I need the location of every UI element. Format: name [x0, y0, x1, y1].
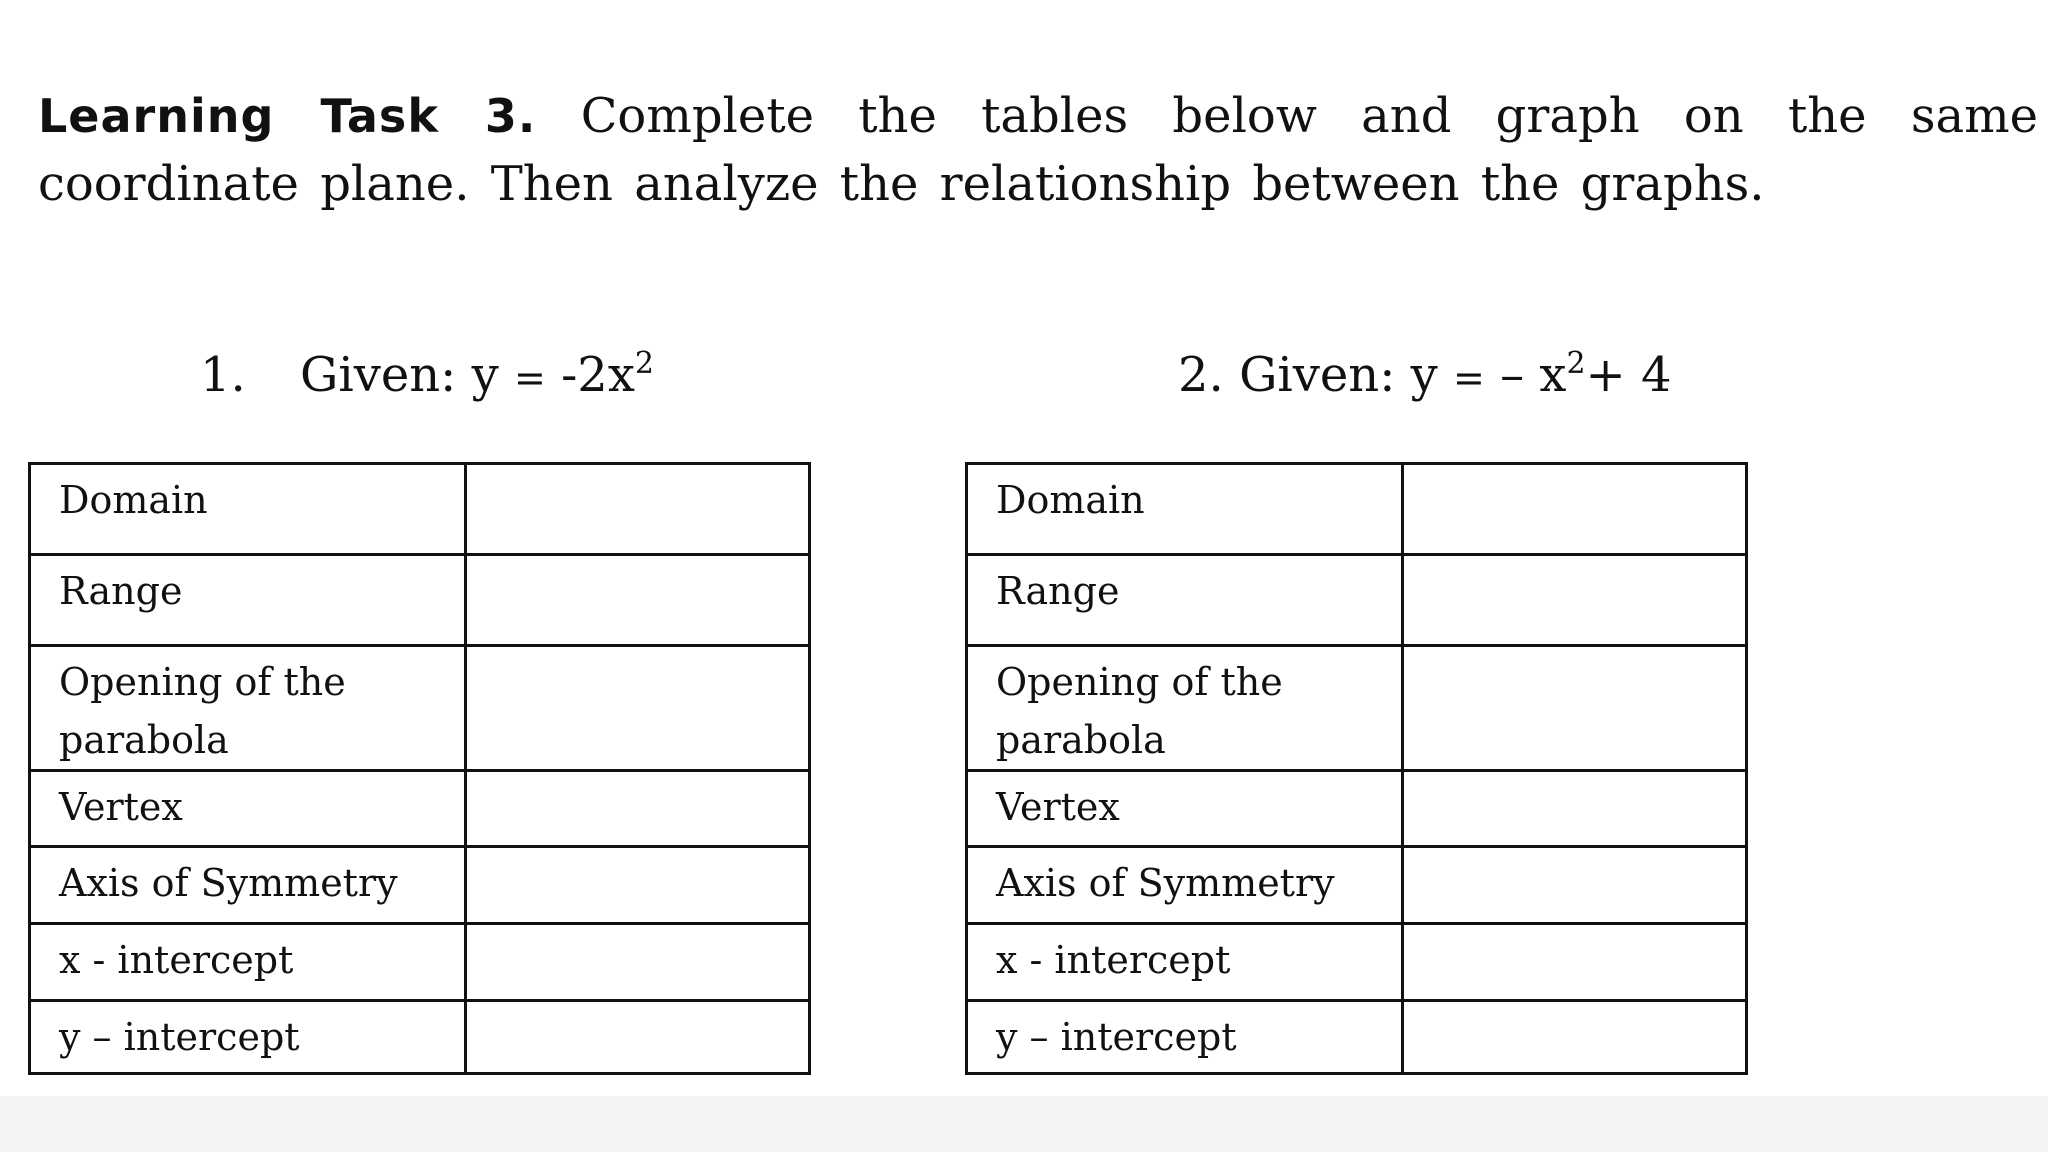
table-row — [967, 847, 1747, 924]
table-row — [30, 646, 810, 771]
table-row — [967, 464, 1747, 555]
bottom-margin — [0, 1096, 2048, 1152]
row-label-vertex: Vertex — [967, 771, 1403, 847]
answer-cell-axis-of-symmetry[interactable] — [1403, 847, 1747, 924]
row-label-domain: Domain — [967, 464, 1403, 555]
task-label: Learning Task 3. — [38, 89, 537, 143]
row-label-range: Range — [30, 555, 466, 646]
row-label-y-intercept: y – intercept — [967, 1001, 1403, 1074]
table-row — [30, 464, 810, 555]
expression-base-1: -2x — [561, 347, 635, 403]
properties-table-1 — [28, 462, 811, 1075]
answer-cell-x-intercept[interactable] — [466, 924, 810, 1001]
answer-cell-opening[interactable] — [466, 646, 810, 771]
expression-base-2: – x — [1500, 347, 1567, 403]
problem-number-2: 2. — [1178, 347, 1224, 403]
answer-cell-domain[interactable] — [466, 464, 810, 555]
table-row — [30, 1001, 810, 1074]
row-label-opening: Opening of the parabola — [30, 646, 466, 771]
answer-cell-vertex[interactable] — [466, 771, 810, 847]
row-label-axis-of-symmetry: Axis of Symmetry — [30, 847, 466, 924]
table-row — [967, 924, 1747, 1001]
expression-exponent-2: 2 — [1566, 346, 1586, 381]
table-row — [30, 771, 810, 847]
answer-cell-domain[interactable] — [1403, 464, 1747, 555]
answer-cell-x-intercept[interactable] — [1403, 924, 1747, 1001]
answer-cell-y-intercept[interactable] — [466, 1001, 810, 1074]
table-row — [967, 555, 1747, 646]
table-row — [30, 555, 810, 646]
row-label-x-intercept: x - intercept — [967, 924, 1403, 1001]
row-label-range: Range — [967, 555, 1403, 646]
answer-cell-vertex[interactable] — [1403, 771, 1747, 847]
row-label-axis-of-symmetry: Axis of Symmetry — [967, 847, 1403, 924]
equals-sign-1: = — [513, 356, 546, 400]
table-row — [967, 771, 1747, 847]
expression-exponent-1: 2 — [634, 346, 654, 381]
given-equation-2 — [1178, 345, 1672, 408]
table-row — [30, 924, 810, 1001]
task-instructions — [38, 82, 2038, 218]
table-row — [30, 847, 810, 924]
table-row — [967, 646, 1747, 771]
answer-cell-opening[interactable] — [1403, 646, 1747, 771]
equals-sign-2: = — [1453, 356, 1485, 400]
answer-cell-range[interactable] — [1403, 555, 1747, 646]
row-label-opening: Opening of the parabola — [967, 646, 1403, 771]
table-row — [967, 1001, 1747, 1074]
problem-number-1: 1. — [200, 347, 246, 403]
row-label-y-intercept: y – intercept — [30, 1001, 466, 1074]
answer-cell-y-intercept[interactable] — [1403, 1001, 1747, 1074]
task-text: Complete the tables below and graph on the same coordinate plane. Then analyze the relationship between the graphs. — [38, 88, 2038, 212]
given-prefix-1: Given: y — [300, 347, 499, 403]
given-prefix-2: Given: y — [1239, 347, 1438, 403]
row-label-x-intercept: x - intercept — [30, 924, 466, 1001]
given-equation-1 — [200, 345, 654, 408]
row-label-domain: Domain — [30, 464, 466, 555]
answer-cell-range[interactable] — [466, 555, 810, 646]
answer-cell-axis-of-symmetry[interactable] — [466, 847, 810, 924]
properties-table-2 — [965, 462, 1748, 1075]
expression-tail-2: + 4 — [1585, 347, 1672, 403]
row-label-vertex: Vertex — [30, 771, 466, 847]
